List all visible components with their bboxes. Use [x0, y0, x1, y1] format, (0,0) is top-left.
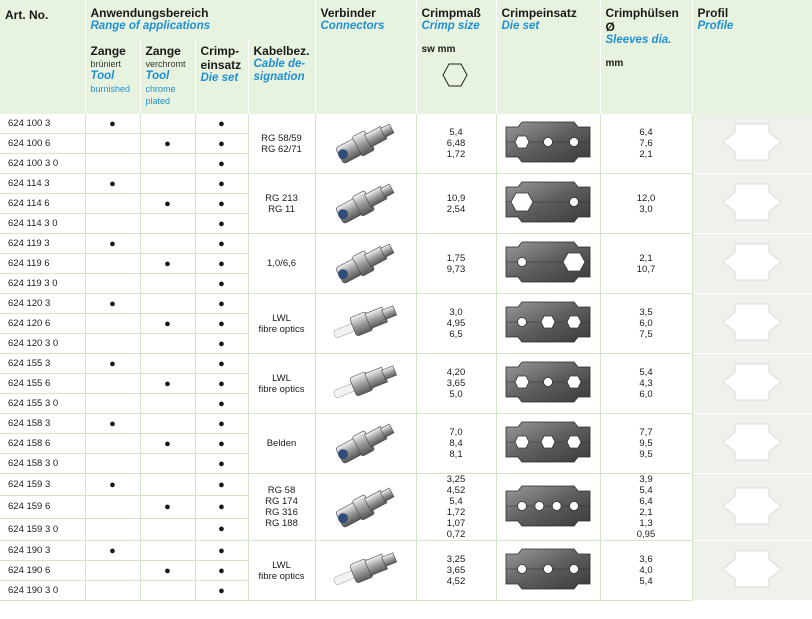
crimp-size-value: 0,72	[446, 529, 466, 540]
tool-burnished-mark: ●	[85, 541, 140, 561]
tool-burnished-mark: ●	[85, 414, 140, 434]
article-number: 624 114 6	[0, 194, 85, 214]
table-row	[0, 294, 812, 314]
tool-chrome-mark	[140, 154, 195, 174]
crimp-size-value: 4,95	[446, 318, 466, 329]
tool-chrome-mark	[140, 454, 195, 474]
cable-designation	[248, 174, 315, 234]
profile-image	[692, 294, 812, 354]
die-set-mark: ●	[195, 581, 248, 601]
cable-name: fibre optics	[258, 383, 305, 395]
die-set-mark: ●	[195, 334, 248, 354]
cable-name: RG 174	[265, 496, 298, 507]
tool-burnished-mark	[85, 561, 140, 581]
tool-burnished-mark: ●	[85, 174, 140, 194]
die-set-mark: ●	[195, 214, 248, 234]
sleeve-diameter-value: 9,5	[639, 438, 653, 449]
profile-image	[692, 174, 812, 234]
crimp-size-values	[416, 174, 496, 234]
die-set-image	[496, 294, 600, 354]
article-number: 624 155 3	[0, 354, 85, 374]
sleeve-diameter-value: 1,3	[639, 518, 653, 529]
article-number: 624 114 3	[0, 174, 85, 194]
tool-chrome-mark	[140, 334, 195, 354]
table-row	[0, 234, 812, 254]
crimp-size-value: 5,4	[449, 127, 463, 138]
tool-burnished-mark	[85, 394, 140, 414]
tool-chrome-mark	[140, 414, 195, 434]
tool-chrome-mark: ●	[140, 496, 195, 518]
die-set-mark: ●	[195, 134, 248, 154]
sleeve-diameter-values	[600, 114, 692, 174]
tool-chrome-mark	[140, 214, 195, 234]
connector-image	[315, 474, 416, 541]
article-number: 624 155 3 0	[0, 394, 85, 414]
crimp-size-value: 1,07	[446, 518, 466, 529]
tool-burnished-mark: ●	[85, 354, 140, 374]
tool-burnished-mark	[85, 454, 140, 474]
die-set-mark: ●	[195, 518, 248, 540]
tool-burnished-mark	[85, 214, 140, 234]
article-number: 624 158 3 0	[0, 454, 85, 474]
crimp-size-value: 4,52	[446, 485, 466, 496]
table-row	[0, 174, 812, 194]
article-number: 624 100 6	[0, 134, 85, 154]
die-set-image	[496, 474, 600, 541]
cable-name: Belden	[266, 438, 297, 449]
crimp-size-value: 3,25	[446, 554, 466, 565]
article-number: 624 100 3	[0, 114, 85, 134]
cable-name: RG 58/59	[261, 132, 302, 144]
sleeve-diameter-value: 6,0	[639, 389, 653, 400]
header-application-de: Anwendungsbereich	[90, 6, 209, 20]
article-number: 624 158 6	[0, 434, 85, 454]
sleeve-diameter-values	[600, 354, 692, 414]
table-row	[0, 541, 812, 561]
tool-chrome-mark: ●	[140, 134, 195, 154]
sleeve-diameter-value: 10,7	[636, 263, 656, 275]
die-set-mark: ●	[195, 561, 248, 581]
die-set-mark: ●	[195, 314, 248, 334]
crimp-size-value: 6,5	[449, 329, 463, 340]
sleeve-diameter-value: 5,4	[639, 576, 653, 587]
die-set-image	[496, 234, 600, 294]
tool-burnished-mark	[85, 194, 140, 214]
tool-chrome-mark: ●	[140, 561, 195, 581]
die-set-mark: ●	[195, 234, 248, 254]
sleeve-diameter-value: 6,4	[639, 127, 653, 138]
die-set-mark: ●	[195, 541, 248, 561]
crimp-size-values	[416, 114, 496, 174]
sleeve-diameter-values	[600, 541, 692, 601]
header-die-column: Crimp-einsatz Die set	[195, 38, 248, 114]
crimp-size-value: 6,48	[446, 138, 466, 149]
header-tool-chrome: Zange verchromt Tool chrome plated	[140, 38, 195, 114]
cable-designation	[248, 414, 315, 474]
sleeve-diameter-value: 7,5	[639, 329, 653, 340]
profile-image	[692, 234, 812, 294]
header-application	[85, 0, 315, 38]
tool-chrome-mark	[140, 234, 195, 254]
tool-chrome-mark	[140, 294, 195, 314]
article-number: 624 119 3 0	[0, 274, 85, 294]
sleeve-diameter-value: 0,95	[636, 529, 656, 540]
die-set-image	[496, 354, 600, 414]
connector-image	[315, 354, 416, 414]
crimp-size-value: 7,0	[449, 427, 463, 438]
tool-chrome-mark	[140, 274, 195, 294]
table-row	[0, 474, 812, 496]
die-set-image	[496, 174, 600, 234]
header-art-no: Art. No.	[0, 0, 85, 114]
tool-chrome-mark	[140, 581, 195, 601]
sleeve-diameter-value: 3,9	[639, 474, 653, 485]
article-number: 624 155 6	[0, 374, 85, 394]
profile-image	[692, 114, 812, 174]
cable-designation	[248, 114, 315, 174]
sleeve-diameter-value: 12,0	[636, 192, 656, 204]
sleeve-diameter-value: 2,1	[639, 149, 653, 160]
article-number: 624 159 3	[0, 474, 85, 496]
tool-burnished-mark	[85, 254, 140, 274]
cable-name: RG 11	[268, 203, 295, 215]
cable-designation	[248, 234, 315, 294]
tool-burnished-mark: ●	[85, 114, 140, 134]
tool-chrome-mark	[140, 114, 195, 134]
crimp-size-value: 5,4	[449, 496, 463, 507]
tool-burnished-mark	[85, 334, 140, 354]
connector-image	[315, 541, 416, 601]
header-cable: Kabelbez. Cable de-signation	[248, 38, 315, 114]
header-connectors: Verbinder Connectors	[315, 0, 416, 114]
connector-image	[315, 234, 416, 294]
hexagon-icon	[442, 63, 492, 92]
die-set-mark: ●	[195, 174, 248, 194]
crimp-size-values	[416, 354, 496, 414]
crimp-size-values	[416, 294, 496, 354]
header-profile: Profil Profile	[692, 0, 812, 114]
table-row	[0, 114, 812, 134]
die-set-mark: ●	[195, 254, 248, 274]
cable-designation	[248, 541, 315, 601]
table-row	[0, 354, 812, 374]
die-set-mark: ●	[195, 496, 248, 518]
crimp-size-value: 1,72	[446, 507, 466, 518]
crimp-size-value: 5,0	[449, 389, 463, 400]
crimp-size-value: 3,0	[449, 307, 463, 318]
sleeve-diameter-value: 9,5	[639, 449, 653, 460]
tool-burnished-mark: ●	[85, 474, 140, 496]
sleeve-diameter-value: 3,0	[639, 203, 653, 215]
header-tool-burnished: Zange brüniert Tool burnished	[85, 38, 140, 114]
tool-chrome-mark	[140, 541, 195, 561]
sleeve-diameter-value: 3,5	[639, 307, 653, 318]
sleeves-unit: mm	[605, 58, 624, 69]
article-number: 624 158 3	[0, 414, 85, 434]
article-number: 624 190 3	[0, 541, 85, 561]
header-application-en: Range of applications	[90, 20, 210, 32]
cable-designation	[248, 294, 315, 354]
die-set-mark: ●	[195, 454, 248, 474]
die-set-mark: ●	[195, 374, 248, 394]
cable-name: fibre optics	[258, 570, 305, 582]
die-set-mark: ●	[195, 354, 248, 374]
tool-chrome-mark: ●	[140, 374, 195, 394]
article-number: 624 190 6	[0, 561, 85, 581]
crimp-size-value: 1,72	[446, 149, 466, 160]
article-number: 624 120 6	[0, 314, 85, 334]
cable-name: 1,0/6,6	[266, 258, 297, 269]
tool-burnished-mark	[85, 374, 140, 394]
sleeve-diameter-value: 5,4	[639, 485, 653, 496]
sleeve-diameter-value: 7,6	[639, 138, 653, 149]
crimp-size-values	[416, 414, 496, 474]
tool-chrome-mark	[140, 354, 195, 374]
profile-image	[692, 541, 812, 601]
crimp-size-value: 10,9	[446, 192, 466, 204]
tool-burnished-mark	[85, 581, 140, 601]
die-set-mark: ●	[195, 114, 248, 134]
sleeve-diameter-values	[600, 414, 692, 474]
sleeve-diameter-value: 4,3	[639, 378, 653, 389]
cable-name: LWL	[272, 559, 291, 571]
crimp-size-value: 3,65	[446, 565, 466, 576]
tool-chrome-mark: ●	[140, 254, 195, 274]
sleeve-diameter-value: 5,4	[639, 367, 653, 378]
sleeve-diameter-values	[600, 474, 692, 541]
die-set-mark: ●	[195, 194, 248, 214]
table-row	[0, 414, 812, 434]
cable-name: RG 213	[265, 192, 298, 204]
article-number: 624 159 3 0	[0, 518, 85, 540]
tool-burnished-mark: ●	[85, 234, 140, 254]
tool-burnished-mark	[85, 134, 140, 154]
sleeve-diameter-value: 4,0	[639, 565, 653, 576]
tool-burnished-mark	[85, 314, 140, 334]
die-set-mark: ●	[195, 154, 248, 174]
header-crimp-size: Crimpmaß Crimp size sw mm	[416, 0, 496, 114]
tool-chrome-mark	[140, 518, 195, 540]
profile-image	[692, 414, 812, 474]
crimp-size-values	[416, 541, 496, 601]
tool-chrome-mark: ●	[140, 314, 195, 334]
profile-image	[692, 354, 812, 414]
crimp-size-value: 3,65	[446, 378, 466, 389]
sleeve-diameter-value: 6,4	[639, 496, 653, 507]
tool-chrome-mark: ●	[140, 194, 195, 214]
crimp-size-value: 4,52	[446, 576, 466, 587]
cable-name: LWL	[272, 372, 291, 384]
crimp-size-values	[416, 474, 496, 541]
cable-name: LWL	[272, 312, 291, 324]
crimp-size-value: 8,1	[449, 449, 463, 460]
die-set-mark: ●	[195, 414, 248, 434]
tool-burnished-mark	[85, 274, 140, 294]
sleeve-diameter-value: 2,1	[639, 507, 653, 518]
connector-image	[315, 414, 416, 474]
die-set-mark: ●	[195, 474, 248, 496]
sleeve-diameter-value: 3,6	[639, 554, 653, 565]
article-number: 624 120 3	[0, 294, 85, 314]
cable-name: fibre optics	[258, 323, 305, 335]
die-set-image	[496, 541, 600, 601]
profile-image	[692, 474, 812, 541]
tool-burnished-mark	[85, 154, 140, 174]
cable-name: RG 188	[265, 518, 298, 529]
sleeve-diameter-value: 7,7	[639, 427, 653, 438]
tool-chrome-mark	[140, 394, 195, 414]
sleeve-diameter-value: 6,0	[639, 318, 653, 329]
cable-name: RG 316	[265, 507, 298, 518]
article-number: 624 159 6	[0, 496, 85, 518]
article-number: 624 100 3 0	[0, 154, 85, 174]
tool-burnished-mark	[85, 434, 140, 454]
cable-name: RG 58	[267, 485, 296, 496]
crimp-size-value: 2,54	[446, 203, 466, 215]
connector-image	[315, 294, 416, 354]
crimp-size-value: 8,4	[449, 438, 463, 449]
sleeve-diameter-values	[600, 174, 692, 234]
die-set-mark: ●	[195, 294, 248, 314]
connector-image	[315, 114, 416, 174]
sleeve-diameter-values	[600, 294, 692, 354]
tool-chrome-mark: ●	[140, 434, 195, 454]
crimp-size-values	[416, 234, 496, 294]
article-number: 624 119 3	[0, 234, 85, 254]
tool-burnished-mark	[85, 496, 140, 518]
tool-burnished-mark	[85, 518, 140, 540]
sleeve-diameter-values	[600, 234, 692, 294]
die-set-mark: ●	[195, 434, 248, 454]
connector-image	[315, 174, 416, 234]
crimp-size-value: 1,75	[446, 252, 466, 264]
cable-name: RG 62/71	[261, 143, 302, 155]
tool-chrome-mark	[140, 474, 195, 496]
article-number: 624 119 6	[0, 254, 85, 274]
table-body	[0, 114, 812, 601]
die-set-mark: ●	[195, 394, 248, 414]
crimp-size-value: 3,25	[446, 474, 466, 485]
cable-designation	[248, 354, 315, 414]
sleeve-diameter-value: 2,1	[639, 252, 653, 264]
header-die-set: Crimpeinsatz Die set	[496, 0, 600, 114]
cable-designation	[248, 474, 315, 541]
tool-burnished-mark: ●	[85, 294, 140, 314]
tool-chrome-mark	[140, 174, 195, 194]
header-sleeves: Crimphülsen Ø Sleeves dia. mm	[600, 0, 692, 114]
die-set-image	[496, 414, 600, 474]
crimp-size-unit: sw mm	[421, 44, 456, 55]
article-number: 624 114 3 0	[0, 214, 85, 234]
article-number: 624 190 3 0	[0, 581, 85, 601]
article-number: 624 120 3 0	[0, 334, 85, 354]
die-set-mark: ●	[195, 274, 248, 294]
crimp-size-value: 9,73	[446, 263, 466, 275]
die-set-image	[496, 114, 600, 174]
crimp-size-value: 4,20	[446, 367, 466, 378]
